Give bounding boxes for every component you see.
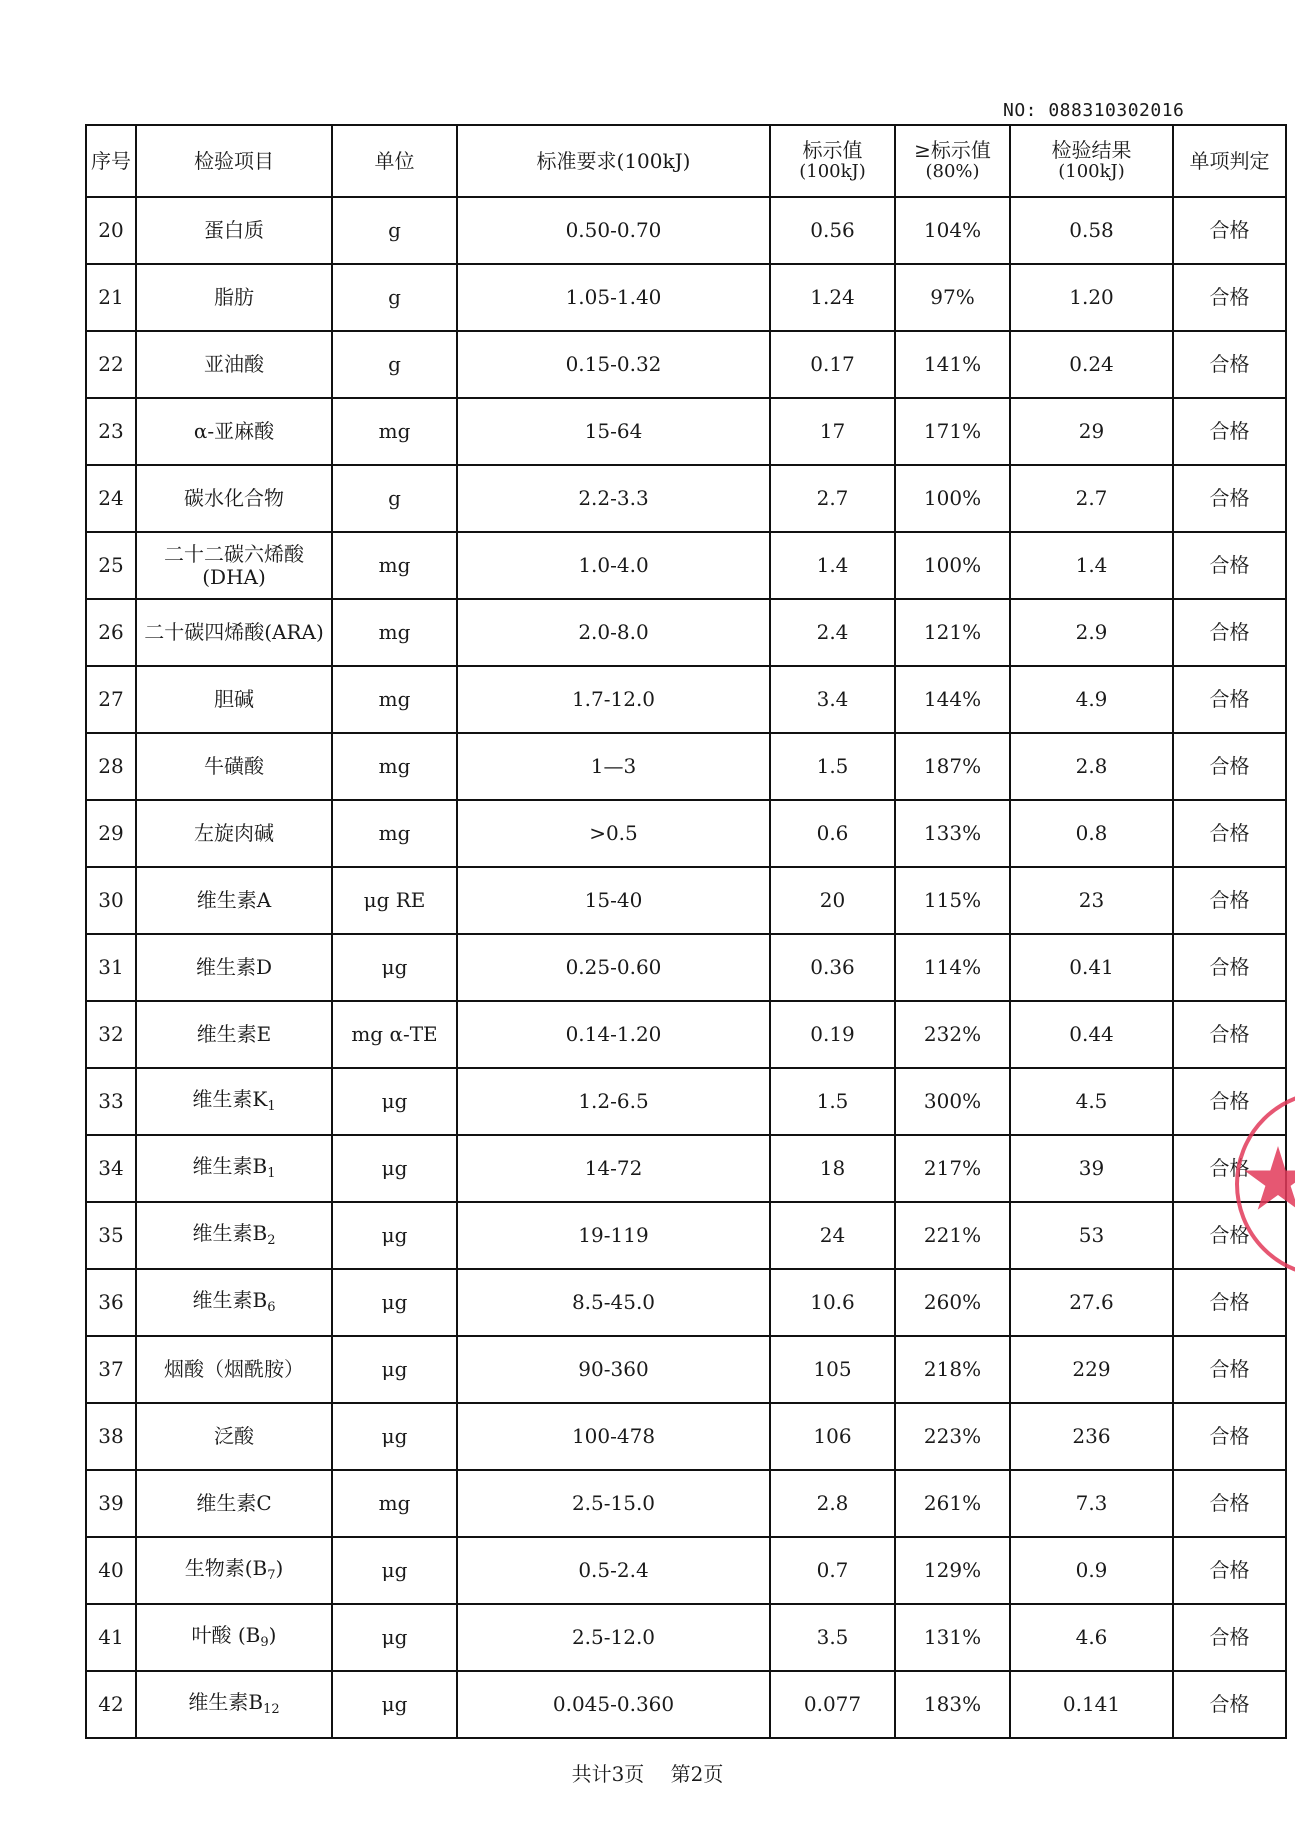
current-page: 第2页 xyxy=(670,1762,724,1786)
item-name: 生物素(B xyxy=(184,1556,268,1581)
cell-standard: 100-478 xyxy=(457,1403,770,1470)
item-name: 碳水化合物 xyxy=(184,486,284,510)
cell-verdict: 合格 xyxy=(1173,1001,1286,1068)
cell-result: 53 xyxy=(1010,1202,1173,1269)
cell-seq: 31 xyxy=(86,934,136,1001)
cell-seq: 22 xyxy=(86,331,136,398)
cell-item xyxy=(136,1470,332,1537)
cell-standard: 2.5-15.0 xyxy=(457,1470,770,1537)
cell-unit: mg xyxy=(332,532,457,599)
cell-label-value: 105 xyxy=(770,1336,895,1403)
cell-standard: 0.5-2.4 xyxy=(457,1537,770,1604)
table-row xyxy=(86,465,1286,532)
cell-seq: 33 xyxy=(86,1068,136,1135)
header-ge-label-line1: ≥标示值 xyxy=(914,138,991,163)
header-ge-label xyxy=(895,125,1010,197)
cell-unit: μg xyxy=(332,1671,457,1738)
cell-ge-label: 187% xyxy=(895,733,1010,800)
cell-unit: μg xyxy=(332,1202,457,1269)
cell-seq: 23 xyxy=(86,398,136,465)
cell-seq: 34 xyxy=(86,1135,136,1202)
page-footer xyxy=(0,1758,1295,1787)
cell-result: 0.9 xyxy=(1010,1537,1173,1604)
cell-unit: mg xyxy=(332,800,457,867)
cell-verdict: 合格 xyxy=(1173,1202,1286,1269)
cell-verdict: 合格 xyxy=(1173,1269,1286,1336)
item-name: 叶酸 (B xyxy=(191,1623,261,1648)
cell-result: 0.44 xyxy=(1010,1001,1173,1068)
cell-result: 39 xyxy=(1010,1135,1173,1202)
cell-unit: mg α-TE xyxy=(332,1001,457,1068)
cell-verdict: 合格 xyxy=(1173,1671,1286,1738)
item-name: 维生素B xyxy=(188,1690,264,1715)
cell-unit: μg xyxy=(332,1269,457,1336)
cell-result: 4.5 xyxy=(1010,1068,1173,1135)
cell-unit: μg xyxy=(332,1403,457,1470)
cell-label-value: 106 xyxy=(770,1403,895,1470)
cell-unit: mg xyxy=(332,666,457,733)
cell-ge-label: 183% xyxy=(895,1671,1010,1738)
cell-item xyxy=(136,1537,332,1604)
cell-result: 1.20 xyxy=(1010,264,1173,331)
cell-item xyxy=(136,1068,332,1135)
item-name: 维生素D xyxy=(195,955,273,979)
cell-unit: μg xyxy=(332,1537,457,1604)
cell-verdict: 合格 xyxy=(1173,1537,1286,1604)
cell-result: 27.6 xyxy=(1010,1269,1173,1336)
cell-label-value: 0.6 xyxy=(770,800,895,867)
table-row xyxy=(86,1604,1286,1671)
cell-verdict: 合格 xyxy=(1173,1470,1286,1537)
cell-item xyxy=(136,1604,332,1671)
cell-standard: 1.2-6.5 xyxy=(457,1068,770,1135)
cell-result: 7.3 xyxy=(1010,1470,1173,1537)
table-row xyxy=(86,934,1286,1001)
cell-standard: 1.7-12.0 xyxy=(457,666,770,733)
header-label-value xyxy=(770,125,895,197)
cell-standard: 90-360 xyxy=(457,1336,770,1403)
cell-result: 229 xyxy=(1010,1336,1173,1403)
cell-item xyxy=(136,264,332,331)
header-result-line1: 检验结果 xyxy=(1051,138,1132,163)
cell-standard: 0.045-0.360 xyxy=(457,1671,770,1738)
cell-verdict: 合格 xyxy=(1173,599,1286,666)
table-row xyxy=(86,264,1286,331)
header-verdict: 单项判定 xyxy=(1173,125,1286,197)
cell-verdict: 合格 xyxy=(1173,197,1286,264)
cell-unit: μg xyxy=(332,1604,457,1671)
cell-verdict: 合格 xyxy=(1173,465,1286,532)
cell-result: 23 xyxy=(1010,867,1173,934)
cell-result: 2.8 xyxy=(1010,733,1173,800)
cell-ge-label: 115% xyxy=(895,867,1010,934)
cell-verdict: 合格 xyxy=(1173,1604,1286,1671)
table-row xyxy=(86,1336,1286,1403)
table-row xyxy=(86,532,1286,599)
table-row xyxy=(86,733,1286,800)
item-subscript: 2 xyxy=(267,1233,276,1249)
cell-ge-label: 114% xyxy=(895,934,1010,1001)
cell-label-value: 0.56 xyxy=(770,197,895,264)
cell-label-value: 2.7 xyxy=(770,465,895,532)
cell-seq: 35 xyxy=(86,1202,136,1269)
table-row xyxy=(86,867,1286,934)
cell-verdict: 合格 xyxy=(1173,331,1286,398)
document-number: NO: 088310302016 xyxy=(1003,100,1185,121)
cell-standard: 15-40 xyxy=(457,867,770,934)
cell-item xyxy=(136,1336,332,1403)
cell-ge-label: 223% xyxy=(895,1403,1010,1470)
cell-unit: μg xyxy=(332,934,457,1001)
cell-seq: 21 xyxy=(86,264,136,331)
item-name: 泛酸 xyxy=(214,1424,254,1448)
cell-ge-label: 217% xyxy=(895,1135,1010,1202)
cell-item xyxy=(136,666,332,733)
cell-standard: 0.25-0.60 xyxy=(457,934,770,1001)
inspection-table xyxy=(85,124,1287,1739)
cell-item xyxy=(136,1403,332,1470)
cell-label-value: 18 xyxy=(770,1135,895,1202)
cell-item xyxy=(136,532,332,599)
cell-seq: 30 xyxy=(86,867,136,934)
item-name: 亚油酸 xyxy=(204,352,264,376)
cell-unit: μg xyxy=(332,1135,457,1202)
cell-label-value: 24 xyxy=(770,1202,895,1269)
cell-verdict: 合格 xyxy=(1173,867,1286,934)
item-subscript: 9 xyxy=(260,1635,269,1651)
cell-label-value: 0.7 xyxy=(770,1537,895,1604)
header-seq: 序号 xyxy=(86,125,136,197)
cell-standard: 15-64 xyxy=(457,398,770,465)
item-name: 维生素K xyxy=(192,1087,268,1112)
cell-unit: g xyxy=(332,465,457,532)
header-result-line2: (100kJ) xyxy=(1058,161,1125,183)
cell-verdict: 合格 xyxy=(1173,800,1286,867)
cell-ge-label: 300% xyxy=(895,1068,1010,1135)
header-label-value-line1: 标示值 xyxy=(802,138,863,163)
cell-item xyxy=(136,331,332,398)
cell-ge-label: 144% xyxy=(895,666,1010,733)
cell-result: 236 xyxy=(1010,1403,1173,1470)
item-name: 烟酸（烟酰胺） xyxy=(164,1357,304,1381)
cell-standard: 19-119 xyxy=(457,1202,770,1269)
cell-result: 0.8 xyxy=(1010,800,1173,867)
cell-seq: 24 xyxy=(86,465,136,532)
cell-item xyxy=(136,1001,332,1068)
header-result xyxy=(1010,125,1173,197)
cell-unit: μg xyxy=(332,1336,457,1403)
cell-standard: 8.5-45.0 xyxy=(457,1269,770,1336)
cell-verdict: 合格 xyxy=(1173,398,1286,465)
item-name: 牛磺酸 xyxy=(204,754,264,778)
cell-seq: 40 xyxy=(86,1537,136,1604)
table-row xyxy=(86,800,1286,867)
cell-item xyxy=(136,934,332,1001)
item-name: 维生素C xyxy=(196,1491,272,1515)
item-name: 维生素B xyxy=(192,1221,268,1246)
cell-seq: 41 xyxy=(86,1604,136,1671)
table-row xyxy=(86,1470,1286,1537)
cell-label-value: 2.8 xyxy=(770,1470,895,1537)
cell-ge-label: 129% xyxy=(895,1537,1010,1604)
cell-verdict: 合格 xyxy=(1173,1403,1286,1470)
item-subscript: 1 xyxy=(267,1099,276,1115)
cell-label-value: 0.077 xyxy=(770,1671,895,1738)
cell-standard: 2.5-12.0 xyxy=(457,1604,770,1671)
item-suffix: ) xyxy=(268,1623,277,1648)
item-name: 二十二碳六烯酸 (DHA) xyxy=(164,541,304,589)
cell-label-value: 1.5 xyxy=(770,733,895,800)
cell-standard: 2.2-3.3 xyxy=(457,465,770,532)
item-subscript: 7 xyxy=(267,1568,276,1584)
table-row xyxy=(86,1135,1286,1202)
cell-seq: 42 xyxy=(86,1671,136,1738)
cell-item xyxy=(136,1269,332,1336)
cell-item xyxy=(136,197,332,264)
table-body xyxy=(86,197,1286,1738)
cell-ge-label: 141% xyxy=(895,331,1010,398)
cell-item xyxy=(136,867,332,934)
header-item: 检验项目 xyxy=(136,125,332,197)
cell-ge-label: 121% xyxy=(895,599,1010,666)
cell-unit: g xyxy=(332,197,457,264)
cell-verdict: 合格 xyxy=(1173,264,1286,331)
item-name: 维生素B xyxy=(192,1288,268,1313)
cell-ge-label: 100% xyxy=(895,532,1010,599)
seal-star-icon xyxy=(1243,1146,1295,1216)
cell-label-value: 1.24 xyxy=(770,264,895,331)
cell-ge-label: 261% xyxy=(895,1470,1010,1537)
cell-seq: 38 xyxy=(86,1403,136,1470)
item-name: α-亚麻酸 xyxy=(193,419,275,443)
cell-item xyxy=(136,1202,332,1269)
cell-standard: >0.5 xyxy=(457,800,770,867)
cell-verdict: 合格 xyxy=(1173,1068,1286,1135)
cell-unit: μg xyxy=(332,1068,457,1135)
cell-verdict: 合格 xyxy=(1173,733,1286,800)
cell-unit: mg xyxy=(332,733,457,800)
cell-verdict: 合格 xyxy=(1173,532,1286,599)
table-row xyxy=(86,1068,1286,1135)
cell-unit: g xyxy=(332,264,457,331)
cell-item xyxy=(136,733,332,800)
table-header xyxy=(86,125,1286,197)
cell-unit: mg xyxy=(332,1470,457,1537)
cell-item xyxy=(136,1671,332,1738)
cell-standard: 0.14-1.20 xyxy=(457,1001,770,1068)
item-name: 左旋肉碱 xyxy=(194,821,274,845)
cell-seq: 36 xyxy=(86,1269,136,1336)
cell-seq: 29 xyxy=(86,800,136,867)
cell-seq: 25 xyxy=(86,532,136,599)
cell-label-value: 3.4 xyxy=(770,666,895,733)
cell-item xyxy=(136,398,332,465)
table-row xyxy=(86,331,1286,398)
cell-ge-label: 133% xyxy=(895,800,1010,867)
cell-standard: 14-72 xyxy=(457,1135,770,1202)
item-name: 二十碳四烯酸(ARA) xyxy=(144,620,324,644)
cell-seq: 26 xyxy=(86,599,136,666)
header-row xyxy=(86,125,1286,197)
cell-label-value: 10.6 xyxy=(770,1269,895,1336)
table-row xyxy=(86,1537,1286,1604)
item-name: 维生素A xyxy=(196,888,272,912)
cell-result: 4.9 xyxy=(1010,666,1173,733)
cell-standard: 1.05-1.40 xyxy=(457,264,770,331)
cell-unit: g xyxy=(332,331,457,398)
header-standard: 标准要求(100kJ) xyxy=(457,125,770,197)
cell-ge-label: 218% xyxy=(895,1336,1010,1403)
item-name: 维生素E xyxy=(196,1022,272,1046)
cell-ge-label: 100% xyxy=(895,465,1010,532)
cell-ge-label: 97% xyxy=(895,264,1010,331)
cell-result: 29 xyxy=(1010,398,1173,465)
cell-unit: mg xyxy=(332,599,457,666)
table-row xyxy=(86,1403,1286,1470)
cell-item xyxy=(136,800,332,867)
cell-seq: 39 xyxy=(86,1470,136,1537)
table-row xyxy=(86,599,1286,666)
cell-result: 2.7 xyxy=(1010,465,1173,532)
item-name: 维生素B xyxy=(192,1154,268,1179)
cell-verdict: 合格 xyxy=(1173,934,1286,1001)
cell-label-value: 17 xyxy=(770,398,895,465)
cell-label-value: 3.5 xyxy=(770,1604,895,1671)
cell-verdict: 合格 xyxy=(1173,1336,1286,1403)
item-subscript: 1 xyxy=(267,1166,276,1182)
cell-ge-label: 131% xyxy=(895,1604,1010,1671)
table-row xyxy=(86,1269,1286,1336)
cell-item xyxy=(136,465,332,532)
cell-ge-label: 104% xyxy=(895,197,1010,264)
cell-result: 4.6 xyxy=(1010,1604,1173,1671)
cell-label-value: 2.4 xyxy=(770,599,895,666)
cell-ge-label: 260% xyxy=(895,1269,1010,1336)
cell-seq: 28 xyxy=(86,733,136,800)
item-name: 脂肪 xyxy=(214,285,254,309)
item-suffix: ) xyxy=(275,1556,284,1581)
cell-result: 0.24 xyxy=(1010,331,1173,398)
table-row xyxy=(86,1202,1286,1269)
cell-label-value: 0.17 xyxy=(770,331,895,398)
cell-unit: mg xyxy=(332,398,457,465)
cell-ge-label: 232% xyxy=(895,1001,1010,1068)
cell-label-value: 20 xyxy=(770,867,895,934)
cell-item xyxy=(136,1135,332,1202)
cell-standard: 2.0-8.0 xyxy=(457,599,770,666)
cell-result: 0.141 xyxy=(1010,1671,1173,1738)
cell-seq: 20 xyxy=(86,197,136,264)
cell-seq: 37 xyxy=(86,1336,136,1403)
cell-result: 2.9 xyxy=(1010,599,1173,666)
cell-verdict: 合格 xyxy=(1173,666,1286,733)
cell-label-value: 0.36 xyxy=(770,934,895,1001)
cell-standard: 0.15-0.32 xyxy=(457,331,770,398)
cell-unit: μg RE xyxy=(332,867,457,934)
item-subscript: 12 xyxy=(263,1702,280,1718)
cell-ge-label: 171% xyxy=(895,398,1010,465)
header-unit: 单位 xyxy=(332,125,457,197)
cell-result: 0.58 xyxy=(1010,197,1173,264)
header-ge-label-line2: (80%) xyxy=(925,161,980,183)
table-row xyxy=(86,666,1286,733)
item-name: 胆碱 xyxy=(214,687,254,711)
cell-label-value: 0.19 xyxy=(770,1001,895,1068)
table-row xyxy=(86,197,1286,264)
total-pages: 共计3页 xyxy=(571,1762,645,1786)
cell-seq: 27 xyxy=(86,666,136,733)
cell-label-value: 1.4 xyxy=(770,532,895,599)
cell-result: 1.4 xyxy=(1010,532,1173,599)
cell-seq: 32 xyxy=(86,1001,136,1068)
cell-label-value: 1.5 xyxy=(770,1068,895,1135)
cell-item xyxy=(136,599,332,666)
item-subscript: 6 xyxy=(267,1300,276,1316)
item-name: 蛋白质 xyxy=(204,218,264,242)
cell-result: 0.41 xyxy=(1010,934,1173,1001)
header-label-value-line2: (100kJ) xyxy=(799,161,866,183)
table-row xyxy=(86,1001,1286,1068)
cell-standard: 1.0-4.0 xyxy=(457,532,770,599)
table-row xyxy=(86,1671,1286,1738)
table-row xyxy=(86,398,1286,465)
cell-standard: 0.50-0.70 xyxy=(457,197,770,264)
cell-ge-label: 221% xyxy=(895,1202,1010,1269)
cell-standard: 1—3 xyxy=(457,733,770,800)
cell-verdict: 合格 xyxy=(1173,1135,1286,1202)
